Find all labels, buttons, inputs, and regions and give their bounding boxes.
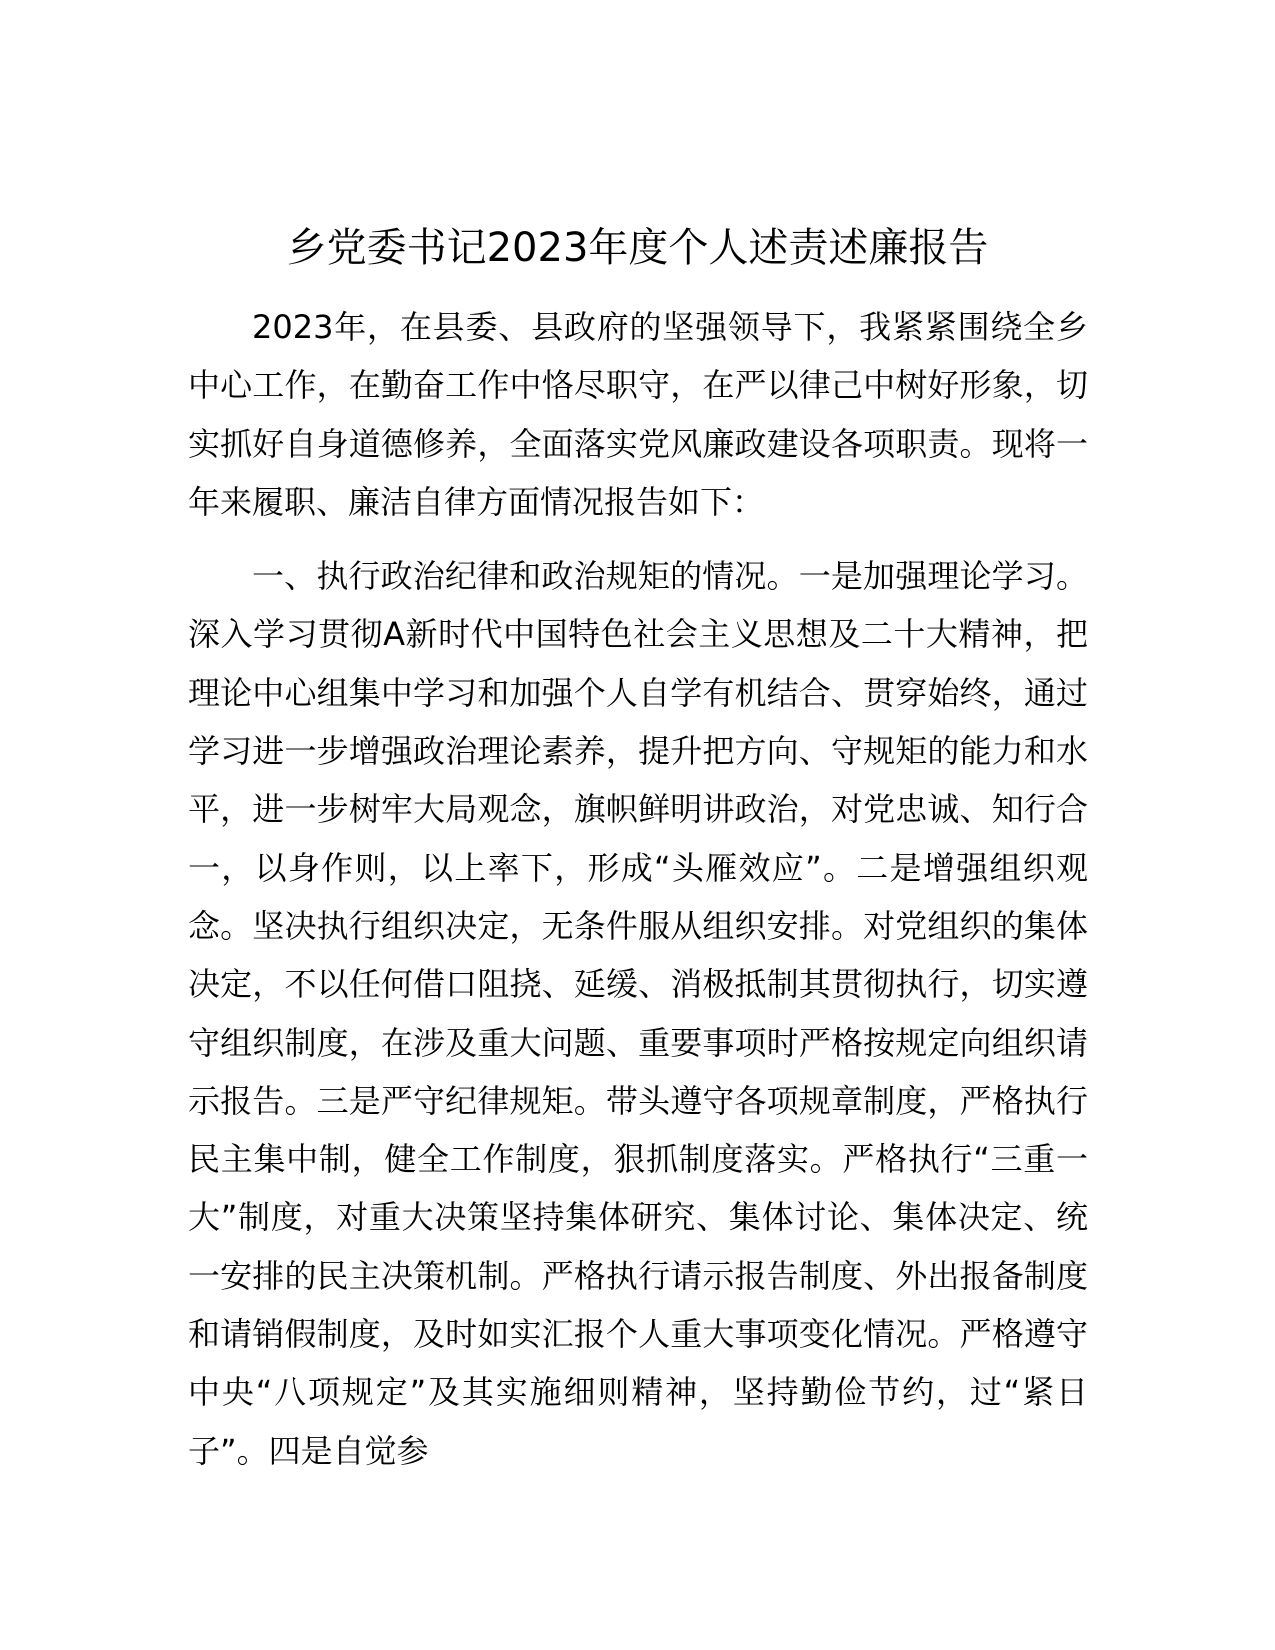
document-title: 乡党委书记2023年度个人述责述廉报告 bbox=[286, 225, 989, 271]
paragraph-section-one: 一、执行政治纪律和政治规矩的情况。一是加强理论学习。深入学习贯彻A新时代中国特色社会主义思想及二十大精神，把理论中心组集中学习和加强个人自学有机结合、贯穿始终，通过学习进一步增强政治理论素养，提升把方向、守规矩的能力和水平，进一步树牢大局观念，旗帜鲜明讲政治，对党忠诚、知行合一，以身作则，以上率下，形成“头雁效应”。二是增强组织观念。坚决执行组织决定，无条件服从组织安排。对党组织的集体决定，不以任何借口阻挠、延缓、消极抵制其贯彻执行，切实遵守组织制度，在涉及重大问题、重要事项时严格按规定向组织请示报告。三是严守纪律规矩。带头遵守各项规章制度，严格执行民主集中制，健全工作制度，狠抓制度落实。严格执行“三重一大”制度，对重大决策坚持集体研究、集体讨论、集体决定、统一安排的民主决策机制。严格执行请示报告制度、外出报备制度和请销假制度，及时如实汇报个人重大事项变化情况。严格遵守中央“八项规定”及其实施细则精神，坚持勤俭节约，过“紧日子”。四是自觉参 bbox=[188, 557, 1088, 1470]
paragraph-intro: 2023年，在县委、县政府的坚强领导下，我紧紧围绕全乡中心工作，在勤奋工作中恪尽职守，在严以律己中树好形象，切实抓好自身道德修养，全面落实党风廉政建设各项职责。现将一年来履职、廉洁自律方面情况报告如下： bbox=[188, 308, 1088, 521]
document-body bbox=[188, 298, 1088, 1480]
